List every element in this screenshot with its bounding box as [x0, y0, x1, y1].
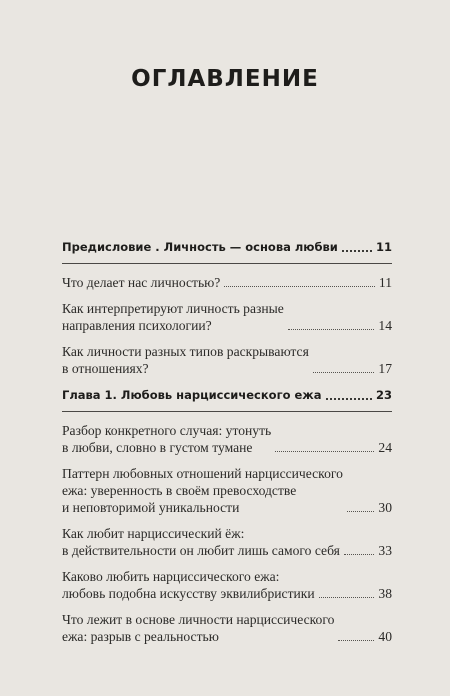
toc-entry[interactable] — [62, 525, 392, 559]
dot-leader — [338, 640, 374, 641]
dot-leader — [288, 329, 375, 330]
dot-leader — [313, 372, 375, 373]
dot-leader — [275, 451, 374, 452]
dot-leader — [347, 511, 375, 512]
toc-preface-heading[interactable] — [62, 240, 392, 255]
toc-entry[interactable] — [62, 611, 392, 645]
toc-entry-page: 33 — [378, 543, 392, 558]
toc-chapter1-page: 23 — [375, 388, 392, 402]
toc-entry[interactable] — [62, 465, 392, 516]
section-rule — [62, 263, 392, 264]
toc-entry[interactable] — [62, 274, 392, 291]
toc-entry[interactable] — [62, 343, 392, 377]
toc-entry[interactable] — [62, 568, 392, 602]
toc-entry-page: 11 — [378, 275, 392, 290]
table-of-contents — [62, 240, 392, 654]
toc-preface-page: 11 — [375, 240, 392, 254]
toc-entry[interactable] — [62, 300, 392, 334]
toc-entry-text: Как личности разных типов раскрываются в отношениях? — [62, 344, 309, 376]
toc-entry-text: Разбор конкретного случая: утонуть в любви, словно в густом тумане — [62, 423, 272, 455]
toc-entry-page: 17 — [378, 361, 392, 376]
toc-entry-text: Что делает нас личностью? — [62, 275, 221, 290]
dot-leader — [326, 398, 372, 400]
toc-entry-text: Каково любить нарциссического ежа: любовь подобна искусству эквилибристики — [62, 569, 315, 601]
dot-leader — [319, 597, 375, 598]
toc-entry-page: 38 — [378, 586, 392, 601]
toc-entry-page: 14 — [378, 318, 392, 333]
toc-chapter1-label: Глава 1. Любовь нарциссического ежа — [62, 388, 322, 402]
toc-entry[interactable] — [62, 422, 392, 456]
toc-entry-page: 40 — [378, 629, 392, 644]
toc-entry-text: Что лежит в основе личности нарциссического ежа: разрыв с реальностью — [62, 612, 335, 644]
toc-entry-text: Как интерпретируют личность разные направления психологии? — [62, 301, 284, 333]
dot-leader — [344, 554, 374, 555]
page-title: ОГЛАВЛЕНИЕ — [131, 66, 319, 92]
dot-leader — [224, 286, 375, 287]
toc-chapter1-heading[interactable] — [62, 388, 392, 403]
toc-entry-page: 24 — [378, 440, 392, 455]
toc-entry-text: Как любит нарциссический ёж: в действительности он любит лишь самого себя — [62, 526, 340, 558]
toc-entry-text: Паттерн любовных отношений нарциссического ежа: уверенность в своём превосходстве и неповторимой уникальности — [62, 466, 343, 515]
dot-leader — [342, 250, 372, 252]
toc-entry-page: 30 — [378, 500, 392, 515]
section-rule — [62, 411, 392, 412]
toc-preface-label: Предисловие . Личность — основа любви — [62, 240, 338, 254]
